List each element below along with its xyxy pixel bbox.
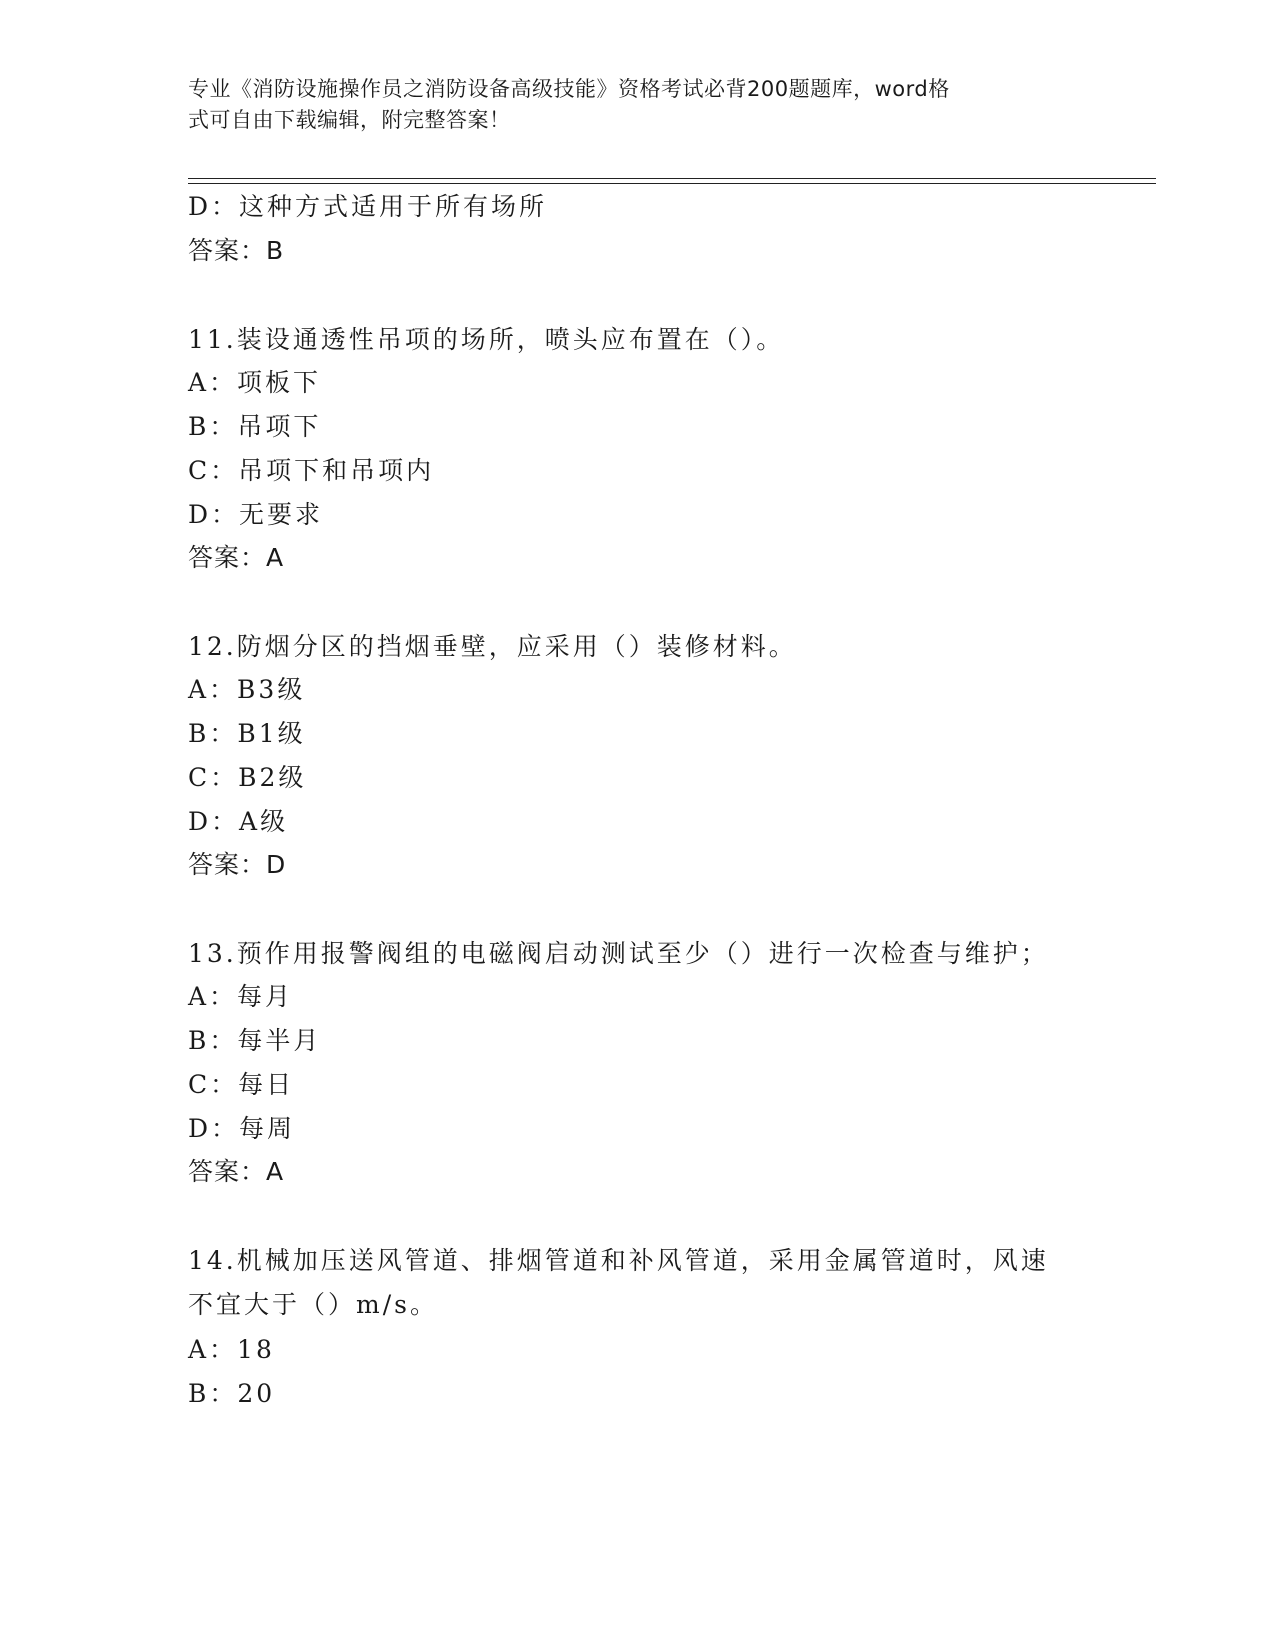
q12-option-b: B：B1级: [188, 719, 306, 748]
q14-option-a: A：18: [188, 1335, 275, 1364]
q14-question-line-2: 不宜大于（）m/s。: [188, 1290, 438, 1319]
q13-option-b: B：每半月: [188, 1026, 322, 1055]
q12-option-d: D：A级: [188, 807, 289, 836]
q11-option-d: D：无要求: [188, 500, 324, 529]
header-line-2: 式可自由下载编辑，附完整答案！: [188, 108, 511, 132]
q12-question: 12.防烟分区的挡烟垂壁，应采用（）装修材料。: [188, 632, 797, 661]
q12-option-c: C：B2级: [188, 763, 307, 792]
q10-option-d: D：这种方式适用于所有场所: [188, 192, 548, 221]
q11-answer: 答案：A: [188, 543, 285, 572]
document-header: [188, 74, 1068, 136]
q12-answer: 答案：D: [188, 850, 287, 879]
q13-answer: 答案：A: [188, 1157, 285, 1186]
q10-answer: 答案：B: [188, 236, 285, 265]
q11-option-c: C：吊项下和吊项内: [188, 456, 435, 485]
q13-option-d: D：每周: [188, 1114, 296, 1143]
header-divider-top: [188, 178, 1156, 179]
header-divider-bottom: [188, 183, 1156, 184]
q14-question-line-1: 14.机械加压送风管道、排烟管道和补风管道，采用金属管道时，风速: [188, 1246, 1049, 1275]
q14-option-b: B：20: [188, 1379, 276, 1408]
q11-question: 11.装设通透性吊项的场所，喷头应布置在（）。: [188, 325, 785, 354]
q13-option-c: C：每日: [188, 1070, 295, 1099]
q13-question: 13.预作用报警阀组的电磁阀启动测试至少（）进行一次检查与维护；: [188, 939, 1049, 968]
q13-option-a: A：每月: [188, 982, 294, 1011]
q11-option-b: B：吊项下: [188, 412, 322, 441]
header-line-1: 专业《消防设施操作员之消防设备高级技能》资格考试必背200题题库，word格: [188, 77, 950, 101]
q11-option-a: A：项板下: [188, 368, 322, 397]
q12-option-a: A：B3级: [188, 675, 306, 704]
